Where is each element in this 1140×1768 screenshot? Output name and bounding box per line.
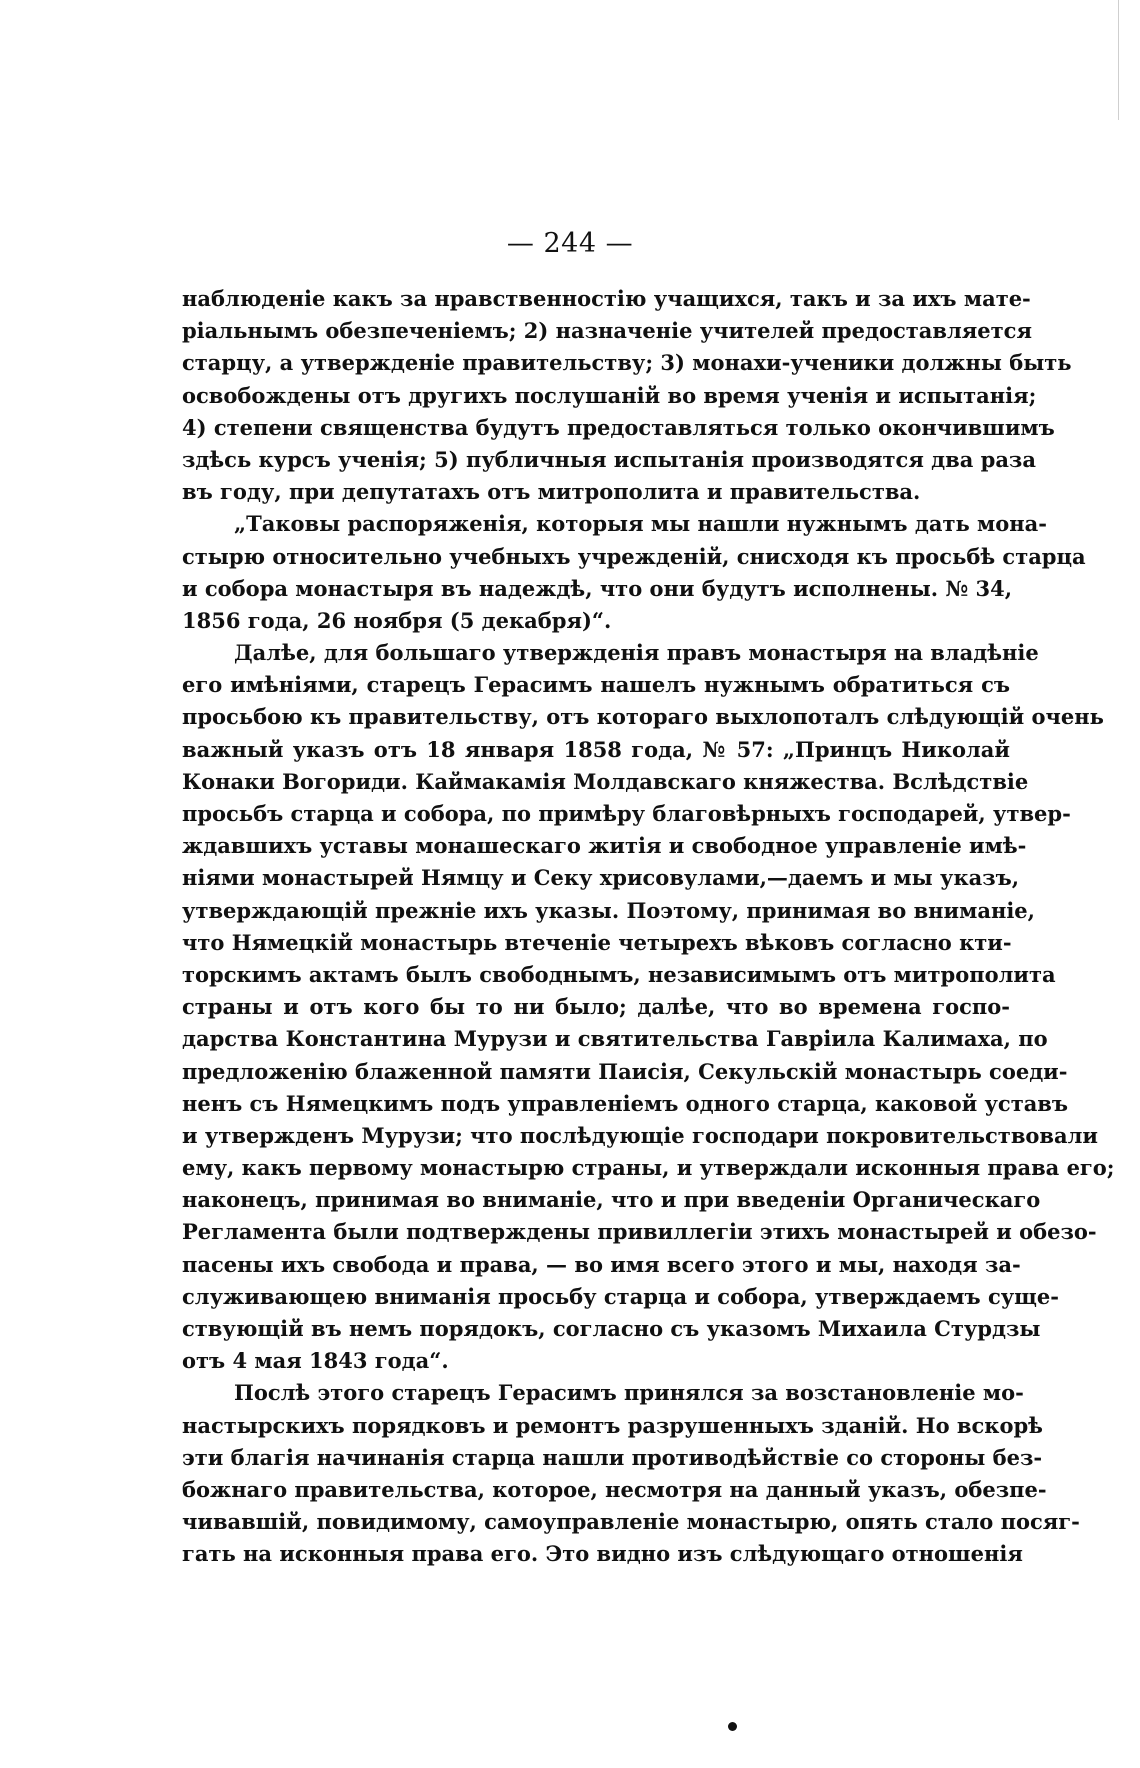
- text-line: старцу, а утвержденіе правительству; 3) монахи-ученики должны быть: [182, 350, 1072, 376]
- scan-edge-line: [1118, 0, 1119, 120]
- text-line: пасены ихъ свобода и права, — во имя всего этого и мы, находя за-: [182, 1251, 1021, 1277]
- text-line: освобождены отъ другихъ послушаній во время ученія и испытанія;: [182, 382, 1037, 408]
- text-line: Регламента были подтверждены привиллегіи этихъ монастырей и обезо-: [182, 1219, 1097, 1245]
- text-line: 4) степени священства будутъ предоставляться только окончившимъ: [182, 414, 1055, 440]
- text-line: ріальнымъ обезпеченіемъ; 2) назначеніе учителей предоставляется: [182, 318, 1032, 344]
- text-line: важный указъ отъ 18 января 1858 года, № 57: „Принцъ Николай: [182, 736, 1010, 762]
- text-line: Послѣ этого старецъ Герасимъ принялся за возстановленіе мо-: [234, 1380, 1024, 1406]
- page-number: — 244 —: [506, 228, 634, 259]
- text-line: просьбою къ правительству, отъ котораго выхлопоталъ слѣдующій очень: [182, 704, 1104, 730]
- ink-dot: [728, 1722, 737, 1731]
- text-line: отъ 4 мая 1843 года“.: [182, 1348, 449, 1374]
- text-line: его имѣніями, старецъ Герасимъ нашелъ нужнымъ обратиться съ: [182, 672, 1010, 698]
- text-line: гать на исконныя права его. Это видно изъ слѣдующаго отношенія: [182, 1541, 1023, 1567]
- text-line: и собора монастыря въ надеждѣ, что они будутъ исполнены. № 34,: [182, 575, 1013, 601]
- text-line: утверждающій прежніе ихъ указы. Поэтому, принимая во вниманіе,: [182, 897, 1035, 923]
- text-line: просьбъ старца и собора, по примѣру благовѣрныхъ господарей, утвер-: [182, 801, 1071, 826]
- text-line: ему, какъ первому монастырю страны, и утверждали исконныя права его;: [182, 1155, 1115, 1181]
- text-line: „Таковы распоряженія, которыя мы нашли нужнымъ дать мона-: [234, 511, 1047, 537]
- text-line: предложенію блаженной памяти Паисія, Секульскій монастырь соеди-: [182, 1058, 1068, 1084]
- text-line: и утвержденъ Мурузи; что послѣдующіе господари покровительствовали: [182, 1122, 1098, 1148]
- text-line: торскимъ актамъ былъ свободнымъ, независимымъ отъ митрополита: [182, 961, 1056, 987]
- text-line: ненъ съ Нямецкимъ подъ управленіемъ одного старца, каковой уставъ: [182, 1090, 1069, 1116]
- text-line: въ году, при депутатахъ отъ митрополита и правительства.: [182, 479, 921, 505]
- text-line: наблюденіе какъ за нравственностію учащихся, такъ и за ихъ мате-: [182, 286, 1031, 311]
- text-line: 1856 года, 26 ноября (5 декабря)“.: [182, 607, 612, 633]
- text-line: служивающею вниманія просьбу старца и собора, утверждаемъ суще-: [182, 1283, 1059, 1309]
- text-line: ствующій въ немъ порядокъ, согласно съ указомъ Михаила Стурдзы: [182, 1316, 1041, 1341]
- text-line: здѣсь курсъ ученія; 5) публичныя испытанія производятся два раза: [182, 446, 1036, 472]
- text-line: настырскихъ порядковъ и ремонтъ разрушенныхъ зданій. Но вскорѣ: [182, 1412, 1043, 1438]
- text-line: наконецъ, принимая во вниманіе, что и при введеніи Органическаго: [182, 1187, 1041, 1213]
- text-line: ждавшихъ уставы монашескаго житія и свободное управленіе имѣ-: [182, 833, 1027, 859]
- text-line: стырю относительно учебныхъ учрежденій, снисходя къ просьбѣ старца: [182, 543, 1086, 569]
- text-line: божнаго правительства, которое, несмотря на данный указъ, обезпе-: [182, 1476, 1047, 1502]
- text-line: ніями монастырей Нямцу и Секу хрисовулами,—даемъ и мы указъ,: [182, 865, 1020, 891]
- text-line: эти благія начинанія старца нашли противодѣйствіе со стороны без-: [182, 1444, 1043, 1470]
- text-line: что Нямецкій монастырь втеченіе четырехъ вѣковъ согласно кти-: [182, 929, 1012, 955]
- body-text: [182, 283, 1115, 1571]
- text-line: Далѣе, для большаго утвержденія правъ монастыря на владѣніе: [234, 640, 1039, 666]
- text-line: чивавшій, повидимому, самоуправленіе монастырю, опять стало посяг-: [182, 1509, 1080, 1535]
- text-line: страны и отъ кого бы то ни было; далѣе, что во времена госпо-: [182, 994, 1010, 1020]
- text-line: Конаки Вогориди. Каймакамія Молдавскаго княжества. Вслѣдствіе: [182, 768, 1029, 794]
- text-line: дарства Константина Мурузи и святительства Гавріила Калимаха, по: [182, 1026, 1048, 1052]
